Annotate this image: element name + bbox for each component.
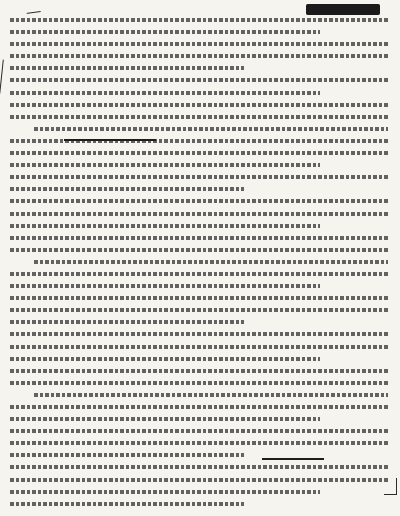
text-line [10, 147, 388, 159]
text-line [10, 461, 388, 473]
text-line [10, 74, 388, 86]
text-line [10, 304, 388, 316]
text-line [10, 111, 388, 123]
text-line [10, 353, 388, 365]
text-line [10, 232, 388, 244]
text-line [10, 474, 388, 486]
text-line [10, 449, 388, 461]
text-line [10, 316, 388, 328]
text-line [10, 341, 388, 353]
text-line [10, 486, 388, 498]
text-line [10, 280, 388, 292]
text-line [10, 159, 388, 171]
text-line [10, 50, 388, 62]
text-line [10, 413, 388, 425]
text-line [10, 183, 388, 195]
text-line [10, 401, 388, 413]
text-line [10, 244, 388, 256]
text-line [10, 38, 388, 50]
text-line [10, 195, 388, 207]
text-line [10, 498, 388, 510]
text-line [10, 328, 388, 340]
handwritten-margin-mark [25, 1, 40, 14]
text-line [10, 171, 388, 183]
handwritten-underline [262, 458, 324, 460]
text-line [10, 377, 388, 389]
text-line [10, 268, 388, 280]
text-line [10, 135, 388, 147]
handwritten-underline [64, 139, 156, 141]
text-line [10, 256, 388, 268]
document-body [10, 14, 388, 510]
text-line [10, 425, 388, 437]
text-line [10, 26, 388, 38]
text-line [10, 437, 388, 449]
text-line [10, 99, 388, 111]
text-line [10, 14, 388, 26]
text-line [10, 220, 388, 232]
text-line [10, 389, 388, 401]
text-line [10, 292, 388, 304]
text-line [10, 87, 388, 99]
text-line [10, 123, 388, 135]
text-line [10, 365, 388, 377]
text-line [10, 62, 388, 74]
text-line [10, 208, 388, 220]
